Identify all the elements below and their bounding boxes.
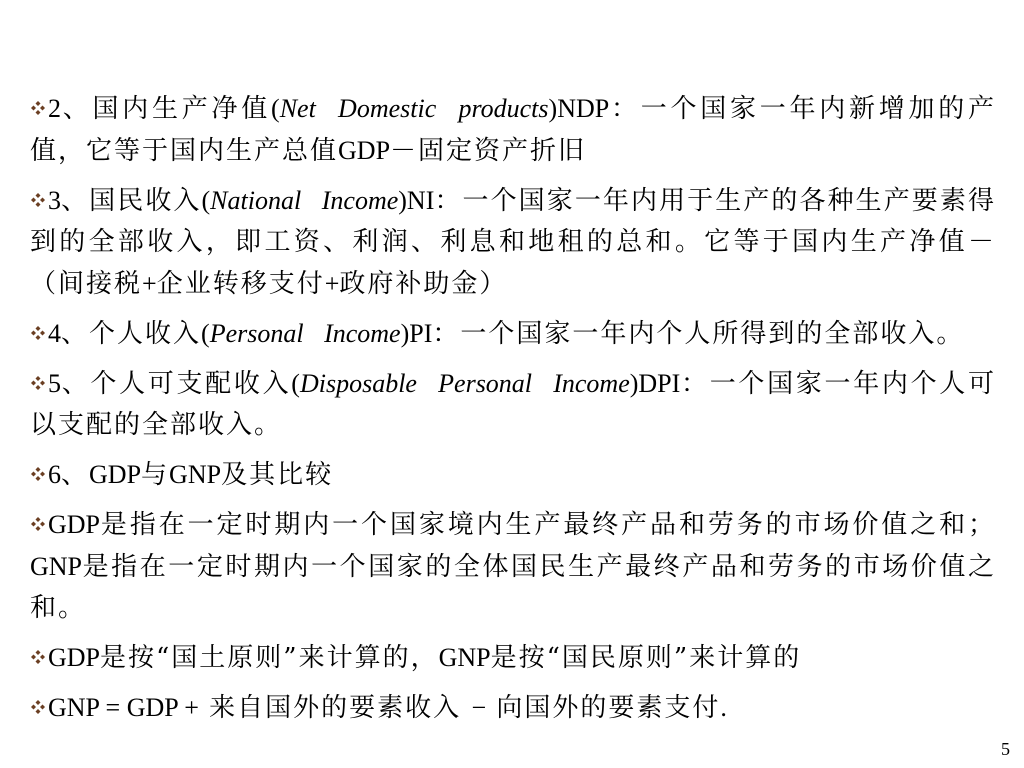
diamond-cluster-icon — [30, 466, 46, 482]
english-term: National Income — [210, 186, 399, 215]
diamond-cluster-icon — [30, 100, 46, 116]
page-number: 5 — [1001, 739, 1010, 759]
item-text: )DPI：一个国家一年内个人可以支配的全部收入。 — [30, 369, 996, 440]
english-term: Disposable Personal Income — [299, 369, 630, 398]
item-text: 3、国民收入( — [48, 186, 211, 216]
item-ni — [30, 180, 996, 305]
item-gdp-gnp-compare — [30, 454, 996, 496]
item-gnp-formula — [30, 687, 996, 729]
diamond-cluster-icon — [30, 699, 46, 715]
item-gdp-gnp-definition — [30, 504, 996, 629]
item-ndp — [30, 88, 996, 172]
item-dpi — [30, 363, 996, 446]
item-text: )NI：一个国家一年内用于生产的各种生产要素得到的全部收入，即工资、利润、利息和地租的总和。它等于国内生产净值－（间接税+企业转移支付+政府补助金） — [30, 186, 996, 299]
item-text: 5、个人可支配收入( — [48, 369, 300, 399]
item-text: GDP是指在一定时期内一个国家境内生产最终产品和劳务的市场价值之和；GNP是指在一定时期内一个国家的全体国民生产最终产品和劳务的市场价值之和。 — [30, 510, 996, 623]
diamond-cluster-icon — [30, 375, 46, 391]
diamond-cluster-icon — [30, 325, 46, 341]
item-text: GNP = GDP + 来自国外的要素收入 − 向国外的要素支付. — [48, 693, 727, 723]
diamond-cluster-icon — [30, 649, 46, 665]
diamond-cluster-icon — [30, 192, 46, 208]
item-text: 6、GDP与GNP及其比较 — [48, 460, 334, 490]
item-text: 2、国内生产净值( — [48, 94, 280, 124]
diamond-cluster-icon — [30, 516, 46, 532]
item-gdp-gnp-principle — [30, 637, 996, 679]
bullet-list — [30, 88, 996, 737]
english-term: Net Domestic products — [279, 94, 549, 123]
english-term: Personal Income — [209, 319, 401, 348]
item-pi — [30, 313, 996, 355]
item-text: )NDP：一个国家一年内新增加的产值，它等于国内生产总值GDP－固定资产折旧 — [30, 94, 996, 166]
item-text: GDP是按“国土原则”来计算的，GNP是按“国民原则”来计算的 — [48, 643, 802, 673]
item-text: 4、个人收入( — [48, 319, 210, 349]
item-text: )PI：一个国家一年内个人所得到的全部收入。 — [400, 319, 965, 349]
